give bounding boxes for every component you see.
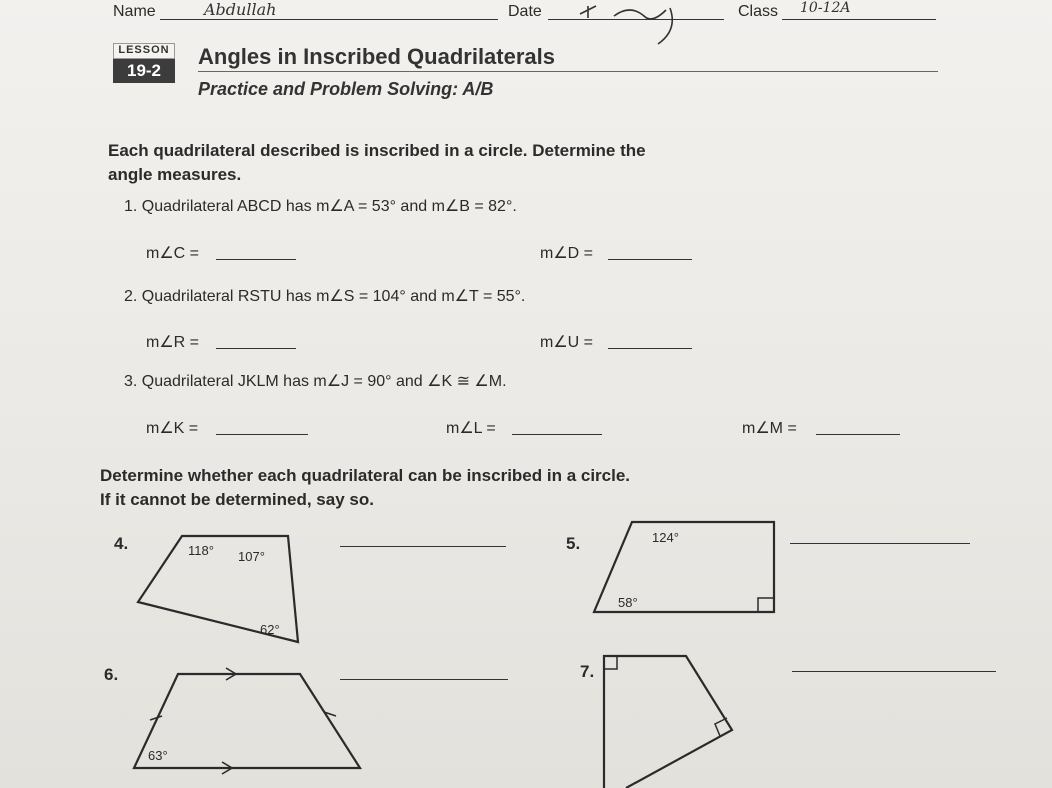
question-2-prompt: 2. Quadrilateral RSTU has m∠S = 104° and m∠T = 55°.	[124, 288, 526, 305]
question-1-answer-d: m∠D =	[540, 245, 594, 262]
problem-7-number: 7.	[580, 662, 595, 681]
lesson-subtitle: Practice and Problem Solving: A/B	[198, 79, 494, 99]
problem-6-angle-1: 63°	[148, 748, 168, 763]
lesson-badge	[113, 43, 175, 83]
class-label: Class	[738, 3, 779, 20]
section2-instructions-line1: Determine whether each quadrilateral can be inscribed in a circle.	[100, 466, 631, 485]
section1-instructions-line1: Each quadrilateral described is inscribed in a circle. Determine the	[108, 141, 646, 160]
question-3-answer-m: m∠M =	[742, 420, 797, 437]
answer-1c-line[interactable]	[216, 259, 296, 260]
lesson-number: 19-2	[113, 59, 175, 83]
question-3-answer-l: m∠L =	[446, 420, 496, 437]
question-3-answer-k: m∠K =	[146, 420, 199, 437]
name-label: Name	[113, 3, 156, 20]
lesson-label: LESSON	[113, 43, 175, 59]
section1-instructions-line2: angle measures.	[108, 165, 242, 184]
answer-2u-line[interactable]	[608, 348, 692, 349]
answer-5-line[interactable]	[790, 543, 970, 544]
date-scribble	[570, 0, 700, 48]
class-line	[782, 19, 936, 20]
question-1-prompt: 1. Quadrilateral ABCD has m∠A = 53° and m∠B = 82°.	[124, 198, 517, 215]
problem-4-angle-2: 107°	[238, 549, 265, 564]
title-underline	[198, 71, 938, 72]
question-2-answer-u: m∠U =	[540, 334, 594, 351]
answer-6-line[interactable]	[340, 679, 508, 680]
date-label: Date	[508, 3, 542, 20]
problem-6-trapezoid	[128, 660, 368, 788]
answer-2r-line[interactable]	[216, 348, 296, 349]
name-value: Abdullah	[204, 0, 277, 19]
problem-4-number: 4.	[114, 534, 129, 553]
class-value: 10-12A	[800, 0, 851, 16]
problem-4-angle-3: 62°	[260, 622, 280, 637]
name-line	[160, 19, 498, 20]
section2-instructions-line2: If it cannot be determined, say so.	[100, 490, 374, 509]
answer-1d-line[interactable]	[608, 259, 692, 260]
answer-3k-line[interactable]	[216, 434, 308, 435]
problem-7-quadrilateral	[596, 648, 742, 788]
lesson-title: Angles in Inscribed Quadrilaterals	[198, 44, 555, 69]
answer-3l-line[interactable]	[512, 434, 602, 435]
problem-4-quadrilateral	[130, 530, 310, 656]
problem-4-angle-1: 118°	[188, 543, 214, 558]
answer-3m-line[interactable]	[816, 434, 900, 435]
question-2-answer-r: m∠R =	[146, 334, 200, 351]
answer-4-line[interactable]	[340, 546, 506, 547]
question-3-prompt: 3. Quadrilateral JKLM has m∠J = 90° and ∠K ≅ ∠M.	[124, 373, 507, 390]
problem-5-angle-1: 124°	[652, 530, 679, 545]
question-1-answer-c: m∠C =	[146, 245, 200, 262]
answer-7-line[interactable]	[792, 671, 996, 672]
problem-6-number: 6.	[104, 665, 119, 684]
problem-5-number: 5.	[566, 534, 581, 553]
problem-5-angle-2: 58°	[618, 595, 638, 610]
